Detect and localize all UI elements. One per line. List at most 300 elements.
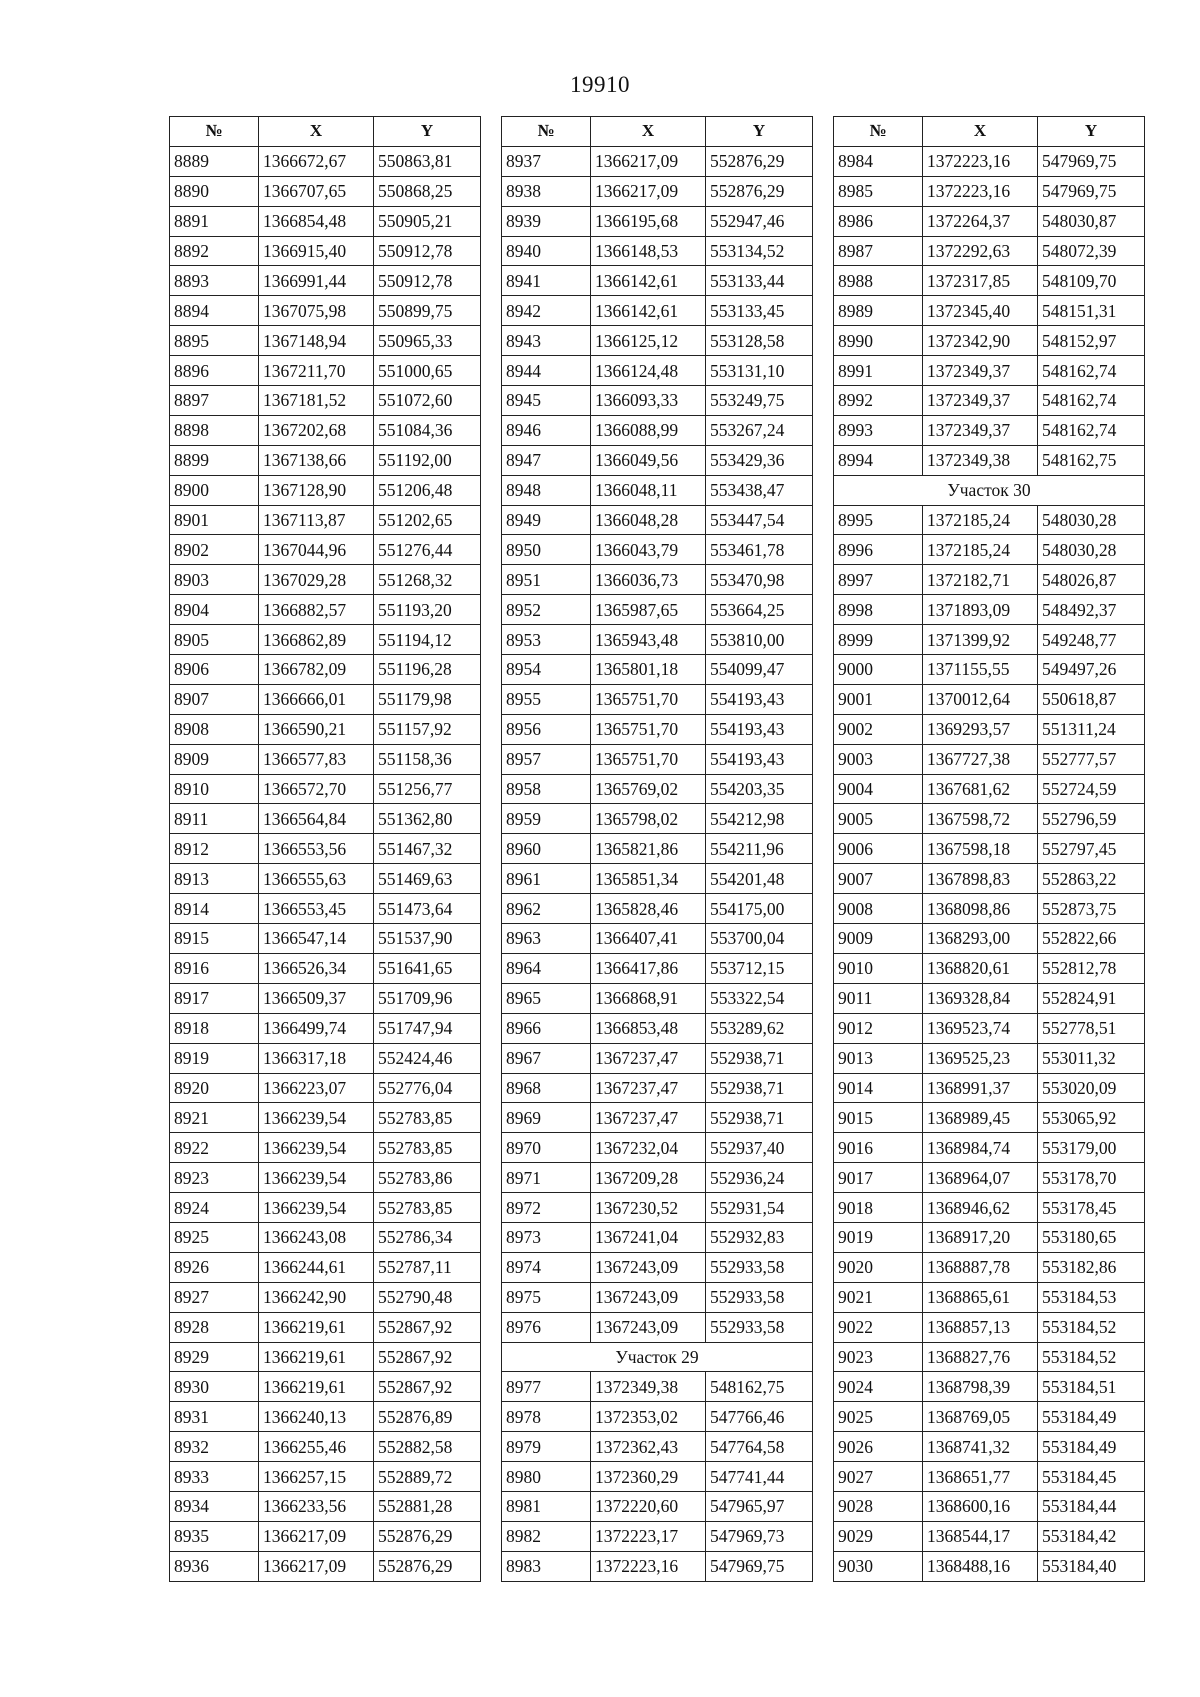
point-number-cell: 8891 [170,206,259,236]
table-row [502,1372,813,1402]
y-coordinate-cell: 553179,00 [1038,1133,1145,1163]
y-coordinate-cell: 550912,78 [374,266,481,296]
y-coordinate-cell: 548152,97 [1038,326,1145,356]
x-coordinate-cell: 1366093,33 [591,386,706,416]
y-coordinate-cell: 552797,45 [1038,834,1145,864]
table-row [502,445,813,475]
x-coordinate-cell: 1366217,09 [591,176,706,206]
table-row [502,236,813,266]
y-coordinate-cell: 553184,49 [1038,1432,1145,1462]
point-number-cell: 8984 [834,146,923,176]
table-row [834,1103,1145,1133]
point-number-cell: 8949 [502,505,591,535]
point-number-cell: 8904 [170,595,259,625]
x-coordinate-cell: 1366553,45 [259,894,374,924]
y-coordinate-cell: 552424,46 [374,1043,481,1073]
point-number-cell: 8965 [502,983,591,1013]
y-coordinate-cell: 551193,20 [374,595,481,625]
point-number-cell: 8906 [170,655,259,685]
y-coordinate-cell: 551473,64 [374,894,481,924]
point-number-cell: 9008 [834,894,923,924]
y-coordinate-cell: 552783,85 [374,1133,481,1163]
x-coordinate-cell: 1367181,52 [259,386,374,416]
y-coordinate-cell: 551194,12 [374,625,481,655]
x-coordinate-cell: 1366853,48 [591,1013,706,1043]
table-row [834,1372,1145,1402]
table-row [502,1252,813,1282]
table-row [834,146,1145,176]
page-number: 19910 [570,72,630,97]
x-coordinate-cell: 1366407,41 [591,924,706,954]
y-coordinate-cell: 553180,65 [1038,1222,1145,1252]
table-header-row [834,117,1145,147]
x-coordinate-cell: 1366553,56 [259,834,374,864]
y-coordinate-cell: 553810,00 [706,625,813,655]
y-coordinate-cell: 553289,62 [706,1013,813,1043]
column-header-number: № [170,117,259,147]
x-coordinate-cell: 1366048,28 [591,505,706,535]
y-coordinate-cell: 552889,72 [374,1462,481,1492]
point-number-cell: 8957 [502,744,591,774]
y-coordinate-cell: 554203,35 [706,774,813,804]
y-coordinate-cell: 553184,40 [1038,1551,1145,1581]
y-coordinate-cell: 551202,65 [374,505,481,535]
y-coordinate-cell: 552938,71 [706,1043,813,1073]
y-coordinate-cell: 548162,74 [1038,415,1145,445]
x-coordinate-cell: 1372223,16 [923,176,1038,206]
point-number-cell: 9017 [834,1163,923,1193]
y-coordinate-cell: 552867,92 [374,1312,481,1342]
point-number-cell: 8979 [502,1432,591,1462]
table-row [502,983,813,1013]
x-coordinate-cell: 1365751,70 [591,714,706,744]
y-coordinate-cell: 552787,11 [374,1252,481,1282]
table-row [834,1432,1145,1462]
table-row [502,684,813,714]
y-coordinate-cell: 553133,44 [706,266,813,296]
point-number-cell: 8951 [502,565,591,595]
y-coordinate-cell: 548026,87 [1038,565,1145,595]
point-number-cell: 8899 [170,445,259,475]
y-coordinate-cell: 551469,63 [374,864,481,894]
table-row [170,714,481,744]
point-number-cell: 8985 [834,176,923,206]
table-row [502,535,813,565]
x-coordinate-cell: 1367128,90 [259,475,374,505]
y-coordinate-cell: 549248,77 [1038,625,1145,655]
table-row [170,595,481,625]
y-coordinate-cell: 551157,92 [374,714,481,744]
y-coordinate-cell: 552776,04 [374,1073,481,1103]
y-coordinate-cell: 552938,71 [706,1103,813,1133]
table-row [834,1013,1145,1043]
point-number-cell: 9009 [834,924,923,954]
y-coordinate-cell: 553184,53 [1038,1282,1145,1312]
point-number-cell: 8909 [170,744,259,774]
x-coordinate-cell: 1368964,07 [923,1163,1038,1193]
point-number-cell: 8930 [170,1372,259,1402]
point-number-cell: 8912 [170,834,259,864]
x-coordinate-cell: 1366142,61 [591,266,706,296]
point-number-cell: 8934 [170,1491,259,1521]
y-coordinate-cell: 548162,75 [1038,445,1145,475]
point-number-cell: 8993 [834,415,923,445]
point-number-cell: 8914 [170,894,259,924]
y-coordinate-cell: 552933,58 [706,1282,813,1312]
x-coordinate-cell: 1366499,74 [259,1013,374,1043]
x-coordinate-cell: 1370012,64 [923,684,1038,714]
y-coordinate-cell: 548030,28 [1038,505,1145,535]
x-coordinate-cell: 1366239,54 [259,1133,374,1163]
table-row [834,953,1145,983]
x-coordinate-cell: 1366572,70 [259,774,374,804]
y-coordinate-cell: 548109,70 [1038,266,1145,296]
x-coordinate-cell: 1367237,47 [591,1103,706,1133]
point-number-cell: 8962 [502,894,591,924]
point-number-cell: 8987 [834,236,923,266]
x-coordinate-cell: 1369525,23 [923,1043,1038,1073]
table-row [170,535,481,565]
point-number-cell: 8974 [502,1252,591,1282]
y-coordinate-cell: 551179,98 [374,684,481,714]
x-coordinate-cell: 1366255,46 [259,1432,374,1462]
x-coordinate-cell: 1367598,18 [923,834,1038,864]
point-number-cell: 9018 [834,1193,923,1223]
y-coordinate-cell: 553065,92 [1038,1103,1145,1133]
table-row [170,834,481,864]
x-coordinate-cell: 1368544,17 [923,1521,1038,1551]
x-coordinate-cell: 1365798,02 [591,804,706,834]
table-row [170,1043,481,1073]
table-row [834,326,1145,356]
point-number-cell: 8920 [170,1073,259,1103]
y-coordinate-cell: 552937,40 [706,1133,813,1163]
x-coordinate-cell: 1366148,53 [591,236,706,266]
table-row [170,1342,481,1372]
table-row [834,505,1145,535]
column-header-number: № [502,117,591,147]
x-coordinate-cell: 1365851,34 [591,864,706,894]
coordinates-table-3 [833,116,1145,1582]
table-row [834,625,1145,655]
table-row [502,1282,813,1312]
table-row [834,804,1145,834]
point-number-cell: 9015 [834,1103,923,1133]
table-row [170,296,481,326]
x-coordinate-cell: 1372223,16 [923,146,1038,176]
x-coordinate-cell: 1368984,74 [923,1133,1038,1163]
y-coordinate-cell: 552947,46 [706,206,813,236]
table-row [502,1491,813,1521]
table-row [502,1222,813,1252]
point-number-cell: 8969 [502,1103,591,1133]
point-number-cell: 8902 [170,535,259,565]
table-row [170,1163,481,1193]
y-coordinate-cell: 551362,80 [374,804,481,834]
point-number-cell: 8946 [502,415,591,445]
y-coordinate-cell: 553184,49 [1038,1402,1145,1432]
y-coordinate-cell: 551072,60 [374,386,481,416]
table-row [834,744,1145,774]
x-coordinate-cell: 1372349,38 [591,1372,706,1402]
x-coordinate-cell: 1372182,71 [923,565,1038,595]
y-coordinate-cell: 553131,10 [706,356,813,386]
x-coordinate-cell: 1368946,62 [923,1193,1038,1223]
point-number-cell: 8977 [502,1372,591,1402]
x-coordinate-cell: 1366417,86 [591,953,706,983]
x-coordinate-cell: 1366233,56 [259,1491,374,1521]
table-row [170,1222,481,1252]
point-number-cell: 9022 [834,1312,923,1342]
x-coordinate-cell: 1366239,54 [259,1163,374,1193]
y-coordinate-cell: 551192,00 [374,445,481,475]
point-number-cell: 9012 [834,1013,923,1043]
point-number-cell: 8910 [170,774,259,804]
point-number-cell: 8898 [170,415,259,445]
point-number-cell: 8926 [170,1252,259,1282]
x-coordinate-cell: 1366219,61 [259,1372,374,1402]
y-coordinate-cell: 552933,58 [706,1252,813,1282]
table-row [170,894,481,924]
table-row [502,1312,813,1342]
y-coordinate-cell: 547969,75 [1038,176,1145,206]
point-number-cell: 8978 [502,1402,591,1432]
x-coordinate-cell: 1367075,98 [259,296,374,326]
point-number-cell: 8988 [834,266,923,296]
x-coordinate-cell: 1367202,68 [259,415,374,445]
point-number-cell: 8964 [502,953,591,983]
y-coordinate-cell: 551641,65 [374,953,481,983]
x-coordinate-cell: 1365943,48 [591,625,706,655]
table-row [170,1133,481,1163]
y-coordinate-cell: 552822,66 [1038,924,1145,954]
y-coordinate-cell: 552724,59 [1038,774,1145,804]
x-coordinate-cell: 1372223,16 [591,1551,706,1581]
point-number-cell: 9026 [834,1432,923,1462]
point-number-cell: 8937 [502,146,591,176]
table-row [170,565,481,595]
x-coordinate-cell: 1367029,28 [259,565,374,595]
point-number-cell: 8927 [170,1282,259,1312]
table-row [170,505,481,535]
y-coordinate-cell: 548162,74 [1038,356,1145,386]
x-coordinate-cell: 1369523,74 [923,1013,1038,1043]
x-coordinate-cell: 1366223,07 [259,1073,374,1103]
table-row [502,714,813,744]
point-number-cell: 8981 [502,1491,591,1521]
x-coordinate-cell: 1366915,40 [259,236,374,266]
point-number-cell: 8916 [170,953,259,983]
point-number-cell: 8955 [502,684,591,714]
point-number-cell: 9030 [834,1551,923,1581]
point-number-cell: 9023 [834,1342,923,1372]
x-coordinate-cell: 1366243,08 [259,1222,374,1252]
y-coordinate-cell: 551206,48 [374,475,481,505]
y-coordinate-cell: 553438,47 [706,475,813,505]
y-coordinate-cell: 552932,83 [706,1222,813,1252]
point-number-cell: 8991 [834,356,923,386]
table-row [834,714,1145,744]
point-number-cell: 8971 [502,1163,591,1193]
x-coordinate-cell: 1368991,37 [923,1073,1038,1103]
x-coordinate-cell: 1366590,21 [259,714,374,744]
point-number-cell: 8917 [170,983,259,1013]
point-number-cell: 8903 [170,565,259,595]
section-row [834,475,1145,505]
table-row [502,1462,813,1492]
y-coordinate-cell: 553184,42 [1038,1521,1145,1551]
table-row [170,1462,481,1492]
y-coordinate-cell: 552882,58 [374,1432,481,1462]
point-number-cell: 8919 [170,1043,259,1073]
x-coordinate-cell: 1368827,76 [923,1342,1038,1372]
point-number-cell: 8989 [834,296,923,326]
table-row [834,1402,1145,1432]
y-coordinate-cell: 553470,98 [706,565,813,595]
point-number-cell: 8900 [170,475,259,505]
y-coordinate-cell: 552783,85 [374,1103,481,1133]
x-coordinate-cell: 1365751,70 [591,684,706,714]
x-coordinate-cell: 1367044,96 [259,535,374,565]
table-row [834,684,1145,714]
point-number-cell: 9007 [834,864,923,894]
x-coordinate-cell: 1366219,61 [259,1342,374,1372]
y-coordinate-cell: 552933,58 [706,1312,813,1342]
table-row [170,326,481,356]
y-coordinate-cell: 551000,65 [374,356,481,386]
table-body [170,146,481,1581]
section-title: Участок 29 [502,1342,813,1372]
table-row [502,386,813,416]
y-coordinate-cell: 547969,75 [1038,146,1145,176]
table-row [502,595,813,625]
y-coordinate-cell: 549497,26 [1038,655,1145,685]
point-number-cell: 9014 [834,1073,923,1103]
coordinates-table-2 [501,116,813,1582]
table-row [170,744,481,774]
column-header-x: X [259,117,374,147]
x-coordinate-cell: 1367230,52 [591,1193,706,1223]
column-header-x: X [591,117,706,147]
y-coordinate-cell: 553267,24 [706,415,813,445]
y-coordinate-cell: 552790,48 [374,1282,481,1312]
point-number-cell: 9029 [834,1521,923,1551]
x-coordinate-cell: 1366244,61 [259,1252,374,1282]
x-coordinate-cell: 1367138,66 [259,445,374,475]
table-row [834,266,1145,296]
table-row [170,1432,481,1462]
point-number-cell: 8954 [502,655,591,685]
x-coordinate-cell: 1368769,05 [923,1402,1038,1432]
y-coordinate-cell: 553184,51 [1038,1372,1145,1402]
x-coordinate-cell: 1366142,61 [591,296,706,326]
point-number-cell: 8940 [502,236,591,266]
x-coordinate-cell: 1367241,04 [591,1222,706,1252]
point-number-cell: 8968 [502,1073,591,1103]
x-coordinate-cell: 1372362,43 [591,1432,706,1462]
x-coordinate-cell: 1367211,70 [259,356,374,386]
point-number-cell: 9000 [834,655,923,685]
table-row [170,804,481,834]
x-coordinate-cell: 1366666,01 [259,684,374,714]
x-coordinate-cell: 1366219,61 [259,1312,374,1342]
table-row [170,1073,481,1103]
x-coordinate-cell: 1366707,65 [259,176,374,206]
point-number-cell: 8889 [170,146,259,176]
y-coordinate-cell: 553184,45 [1038,1462,1145,1492]
table-row [170,1521,481,1551]
table-row [170,386,481,416]
table-row [170,924,481,954]
x-coordinate-cell: 1366854,48 [259,206,374,236]
y-coordinate-cell: 547741,44 [706,1462,813,1492]
y-coordinate-cell: 553184,52 [1038,1312,1145,1342]
point-number-cell: 8942 [502,296,591,326]
point-number-cell: 8941 [502,266,591,296]
table-row [502,206,813,236]
column-header-x: X [923,117,1038,147]
point-number-cell: 8992 [834,386,923,416]
point-number-cell: 8911 [170,804,259,834]
x-coordinate-cell: 1368917,20 [923,1222,1038,1252]
table-row [170,415,481,445]
point-number-cell: 8961 [502,864,591,894]
table-row [834,924,1145,954]
y-coordinate-cell: 552931,54 [706,1193,813,1223]
table-row [834,1462,1145,1492]
point-number-cell: 9013 [834,1043,923,1073]
y-coordinate-cell: 553134,52 [706,236,813,266]
y-coordinate-cell: 553178,45 [1038,1193,1145,1223]
y-coordinate-cell: 554193,43 [706,744,813,774]
point-number-cell: 8923 [170,1163,259,1193]
y-coordinate-cell: 551747,94 [374,1013,481,1043]
x-coordinate-cell: 1372342,90 [923,326,1038,356]
table-row [170,1491,481,1521]
point-number-cell: 8950 [502,535,591,565]
x-coordinate-cell: 1365769,02 [591,774,706,804]
point-number-cell: 8913 [170,864,259,894]
x-coordinate-cell: 1365987,65 [591,595,706,625]
table-row [170,684,481,714]
y-coordinate-cell: 552881,28 [374,1491,481,1521]
y-coordinate-cell: 548151,31 [1038,296,1145,326]
y-coordinate-cell: 553020,09 [1038,1073,1145,1103]
column-header-y: Y [706,117,813,147]
x-coordinate-cell: 1366317,18 [259,1043,374,1073]
x-coordinate-cell: 1372264,37 [923,206,1038,236]
table-row [502,326,813,356]
y-coordinate-cell: 548072,39 [1038,236,1145,266]
y-coordinate-cell: 552777,57 [1038,744,1145,774]
table-row [502,894,813,924]
table-row [834,1222,1145,1252]
table-row [502,1432,813,1462]
point-number-cell: 9027 [834,1462,923,1492]
table-row [502,953,813,983]
table-row [834,1491,1145,1521]
point-number-cell: 8963 [502,924,591,954]
point-number-cell: 8944 [502,356,591,386]
x-coordinate-cell: 1367148,94 [259,326,374,356]
x-coordinate-cell: 1366088,99 [591,415,706,445]
table-row [502,1402,813,1432]
y-coordinate-cell: 551196,28 [374,655,481,685]
x-coordinate-cell: 1368293,00 [923,924,1038,954]
x-coordinate-cell: 1366782,09 [259,655,374,685]
y-coordinate-cell: 554193,43 [706,684,813,714]
table-row [834,386,1145,416]
